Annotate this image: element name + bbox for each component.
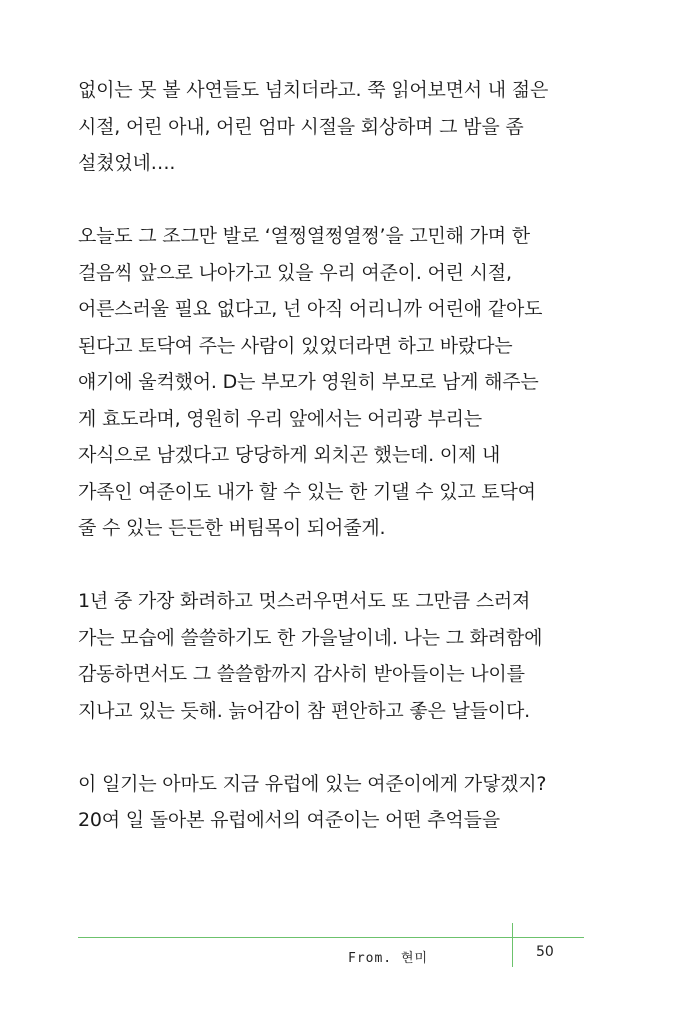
paragraph-gap xyxy=(78,729,598,766)
text-line: 걸음씩 앞으로 나아가고 있을 우리 여준이. 어린 시절, xyxy=(78,261,512,284)
text-line: 20여 일 돌아본 유럽에서의 여준이는 어떤 추억들을 xyxy=(78,809,500,831)
paragraph-gap xyxy=(78,547,598,584)
footer-vertical-divider xyxy=(512,923,513,967)
page-number: 50 xyxy=(536,944,554,960)
text-line: 오늘도 그 조그만 발로 ‘열쩡열쩡열쩡’을 고민해 가며 한 xyxy=(78,225,530,247)
text-line: 지나고 있는 듯해. 늙어감이 참 편안하고 좋은 날들이다. xyxy=(78,699,530,722)
text-line: 가족인 여준이도 내가 할 수 있는 한 기댈 수 있고 토닥여 xyxy=(78,480,536,503)
text-line: 이 일기는 아마도 지금 유럽에 있는 여준이에게 가닿겠지? xyxy=(78,772,547,795)
text-line: 설쳤었네…. xyxy=(78,152,176,174)
text-line: 줄 수 있는 든든한 버팀목이 되어줄게. xyxy=(78,517,386,539)
text-line: 게 효도라며, 영원히 우리 앞에서는 어리광 부리는 xyxy=(78,407,482,430)
footer-signature: From. 현미 xyxy=(348,951,429,966)
text-line: 감동하면서도 그 쓸쓸함까지 감사히 받아들이는 나이를 xyxy=(78,663,525,685)
text-line: 얘기에 울컥했어. D는 부모가 영원히 부모로 남게 해주는 xyxy=(78,371,539,393)
text-line: 없이는 못 볼 사연들도 넘치더라고. 쭉 읽어보면서 내 젊은 xyxy=(78,79,549,101)
text-line: 시절, 어린 아내, 어린 엄마 시절을 회상하며 그 밤을 좀 xyxy=(78,115,524,138)
text-line: 자식으로 남겠다고 당당하게 외치곤 했는데. 이제 내 xyxy=(78,444,501,466)
text-line: 가는 모습에 쓸쓸하기도 한 가을날이네. 나는 그 화려함에 xyxy=(78,626,543,649)
text-line: 된다고 토닥여 주는 사람이 있었더라면 하고 바랐다는 xyxy=(78,334,513,357)
footer-divider xyxy=(78,937,584,938)
paragraph-gap xyxy=(78,182,598,219)
body-text xyxy=(78,72,598,839)
text-line: 1년 중 가장 화려하고 멋스러우면서도 또 그만큼 스러져 xyxy=(78,590,531,612)
text-line: 어른스러울 필요 없다고, 넌 아직 어리니까 어린애 같아도 xyxy=(78,298,543,320)
